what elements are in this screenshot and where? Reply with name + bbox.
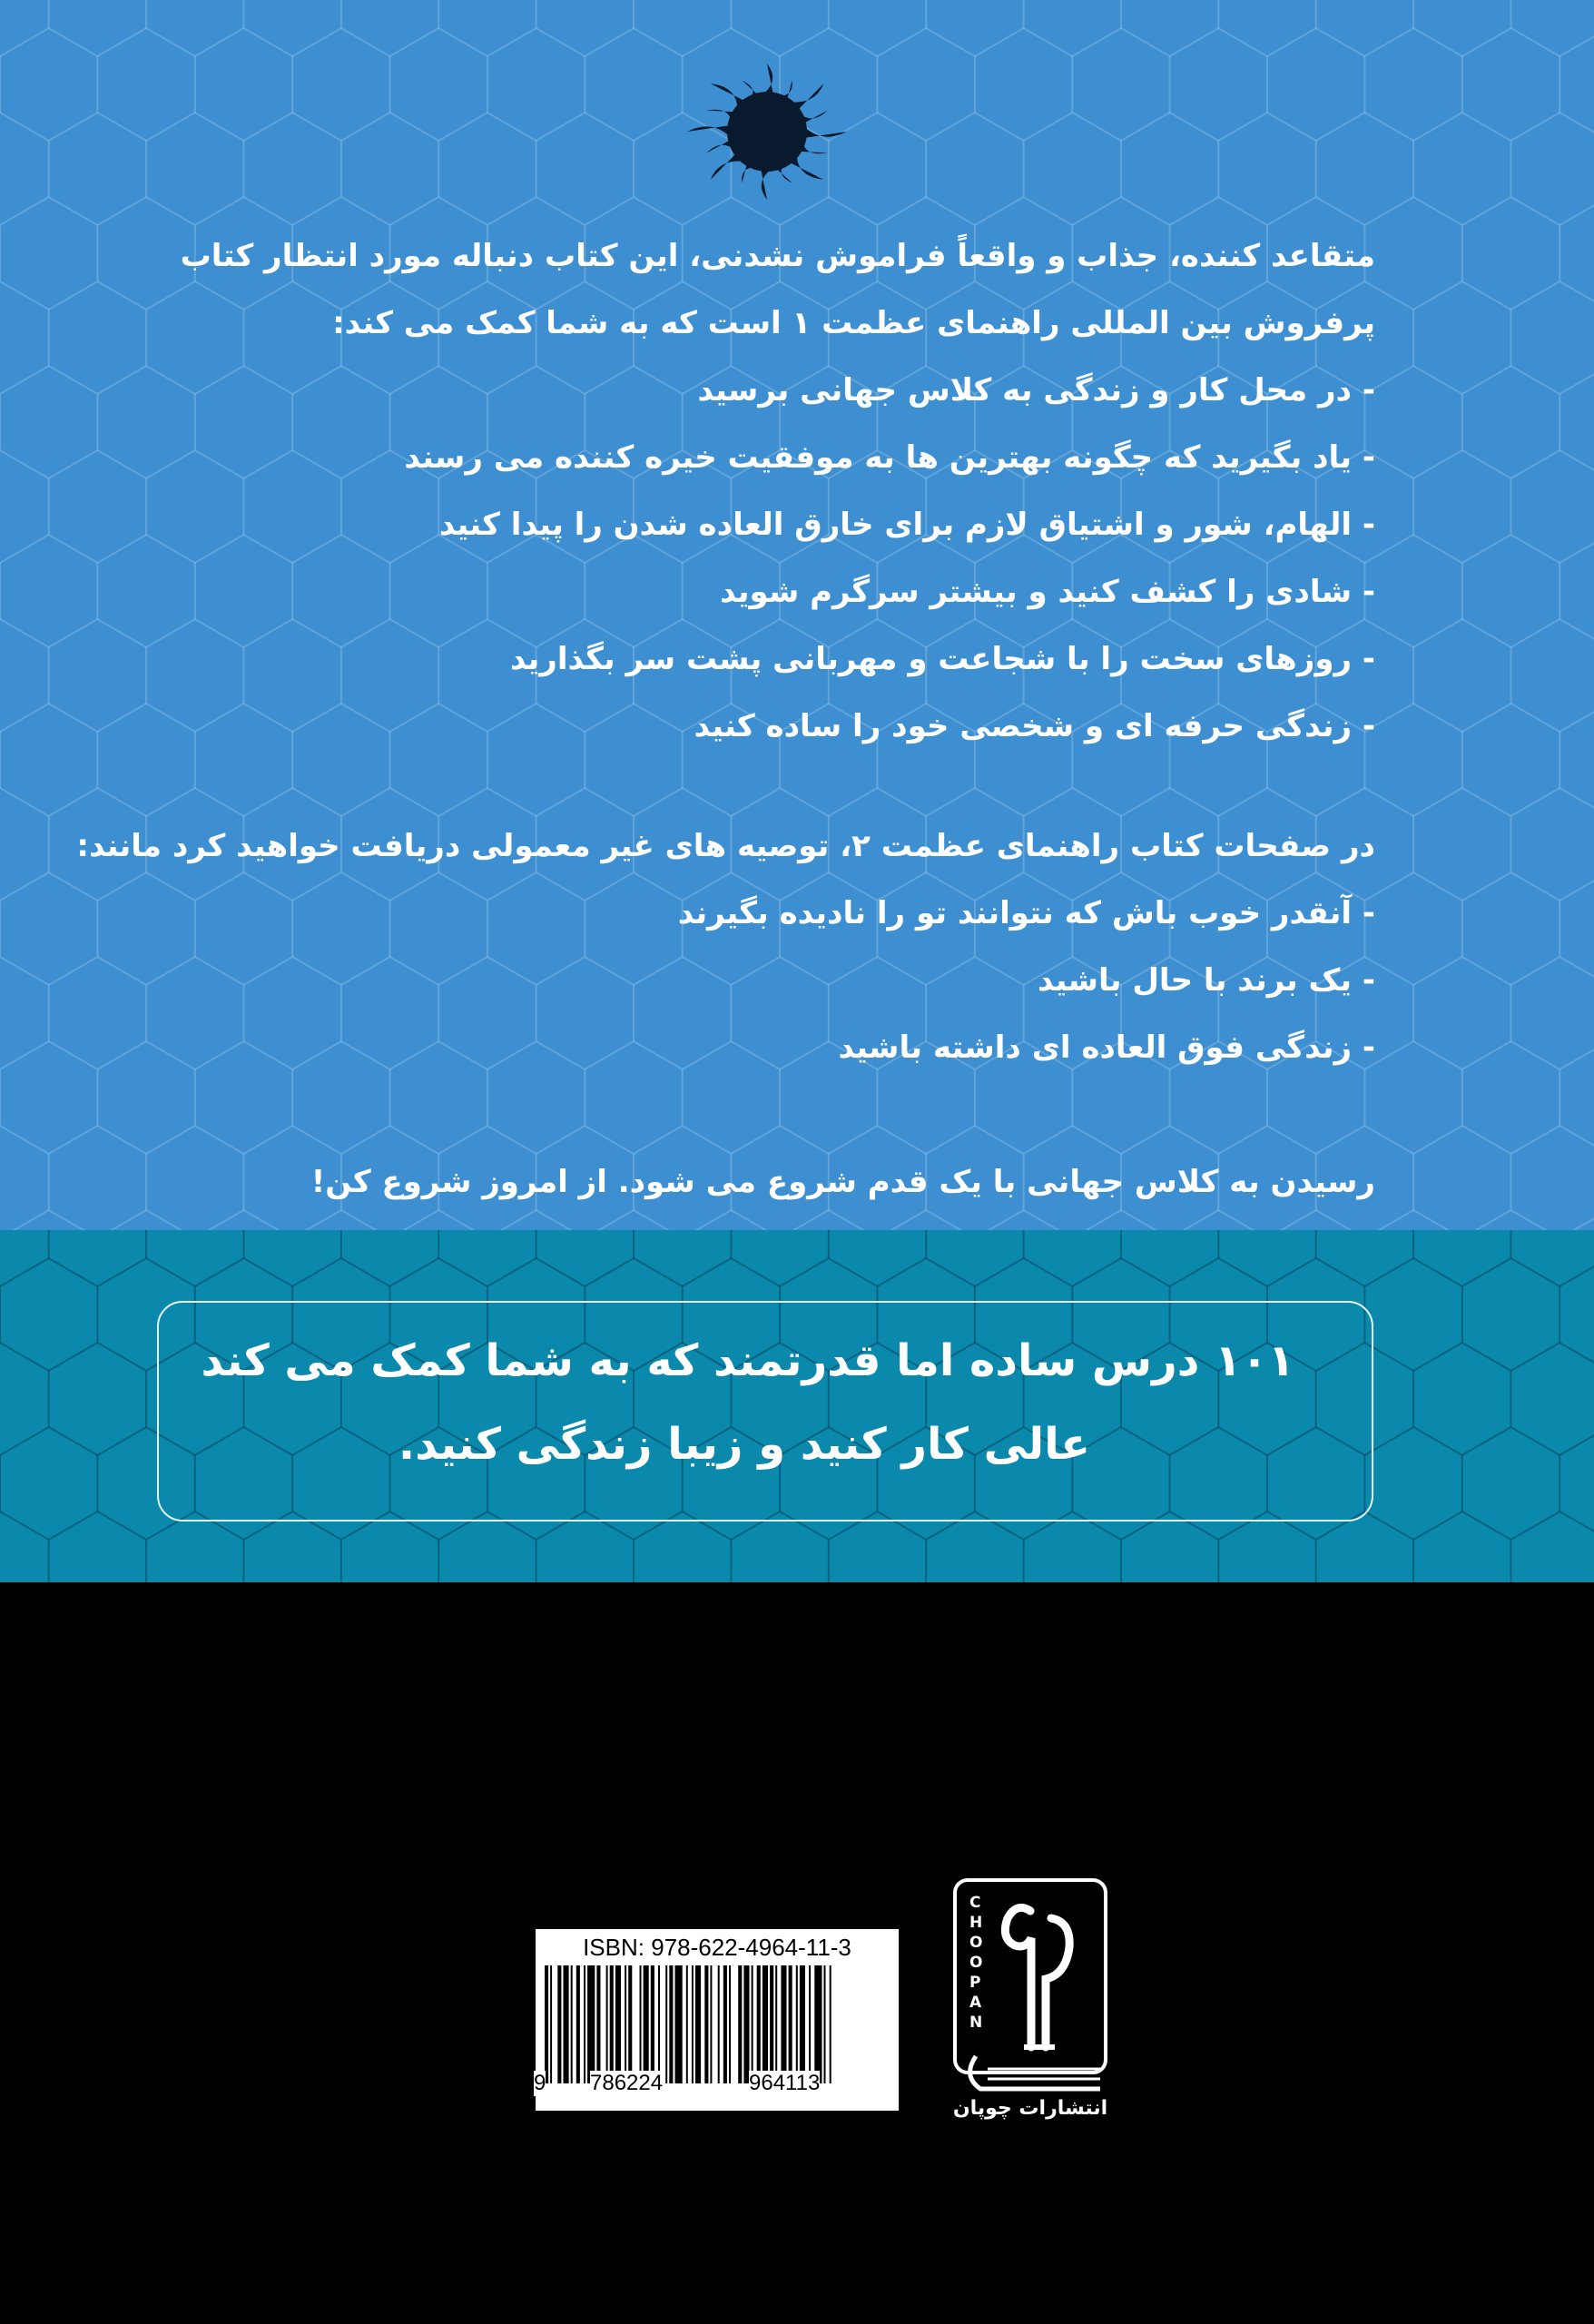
benefit-item: - در محل کار و زندگی به کلاس جهانی برسید <box>697 372 1375 409</box>
highlight-line: ۱۰۱ درس ساده اما قدرتمند که به شما کمک می کند <box>201 1335 1294 1386</box>
intro-line: متقاعد کننده، جذاب و واقعاً فراموش نشدنی، این کتاب دنباله مورد انتظار کتاب <box>180 238 1375 274</box>
svg-text:N: N <box>969 2014 983 2032</box>
benefit-item: - یاد بگیرید که چگونه بهترین ها به موفقیت خیره کننده می رسند <box>404 439 1375 476</box>
benefit-item: - الهام، شور و اشتیاق لازم برای خارق العاده شدن را پیدا کنید <box>438 507 1375 543</box>
isbn-label: ISBN: 978-622-4964-11-3 <box>583 1934 851 1961</box>
svg-text:O: O <box>969 1954 983 1972</box>
closing-paragraph <box>172 1148 1375 1216</box>
svg-text:A: A <box>969 1994 982 2012</box>
barcode-bars <box>545 1965 890 2083</box>
intro-paragraph <box>172 222 1375 760</box>
recommendation-item: - آنقدر خوب باش که نتوانند تو را نادیده بگیرند <box>677 895 1375 931</box>
closing-line: رسیدن به کلاس جهانی با یک قدم شروع می شود. از امروز شروع کن! <box>310 1164 1375 1200</box>
benefit-item: - زندگی حرفه ای و شخصی خود را ساده کنید <box>694 708 1375 744</box>
barcode-right-digits: 964113 <box>749 2071 821 2095</box>
benefit-item: - روزهای سخت را با شجاعت و مهربانی پشت سر بگذارید <box>509 641 1375 677</box>
recommendations-intro: در صفحات کتاب راهنمای عظمت ۲، توصیه های غیر معمولی دریافت خواهید کرد مانند: <box>76 828 1375 864</box>
highlight-line: عالی کار کنید و زیبا زندگی کنید. <box>398 1419 1090 1470</box>
recommendations-paragraph <box>76 812 1375 1081</box>
recommendation-item: - یک برند با حال باشید <box>1038 962 1375 999</box>
recommendation-item: - زندگی فوق العاده ای داشته باشید <box>838 1029 1375 1066</box>
highlight-box <box>157 1301 1373 1521</box>
logo-letters: C <box>969 1894 981 1912</box>
sun-icon <box>658 54 876 218</box>
barcode <box>536 1929 899 2111</box>
svg-text:O: O <box>969 1934 983 1952</box>
barcode-prefix-digit: 9 <box>534 2071 546 2095</box>
barcode-left-digits: 786224 <box>590 2071 664 2095</box>
svg-text:P: P <box>969 1974 981 1992</box>
svg-text:H: H <box>969 1914 983 1932</box>
publisher-name: انتشارات چوپان <box>952 2097 1108 2120</box>
intro-line: پرفروش بین المللی راهنمای عظمت ۱ است که به شما کمک می کند: <box>332 305 1375 341</box>
publisher-logo <box>944 1875 1117 2129</box>
benefit-item: - شادی را کشف کنید و بیشتر سرگرم شوید <box>720 574 1375 610</box>
